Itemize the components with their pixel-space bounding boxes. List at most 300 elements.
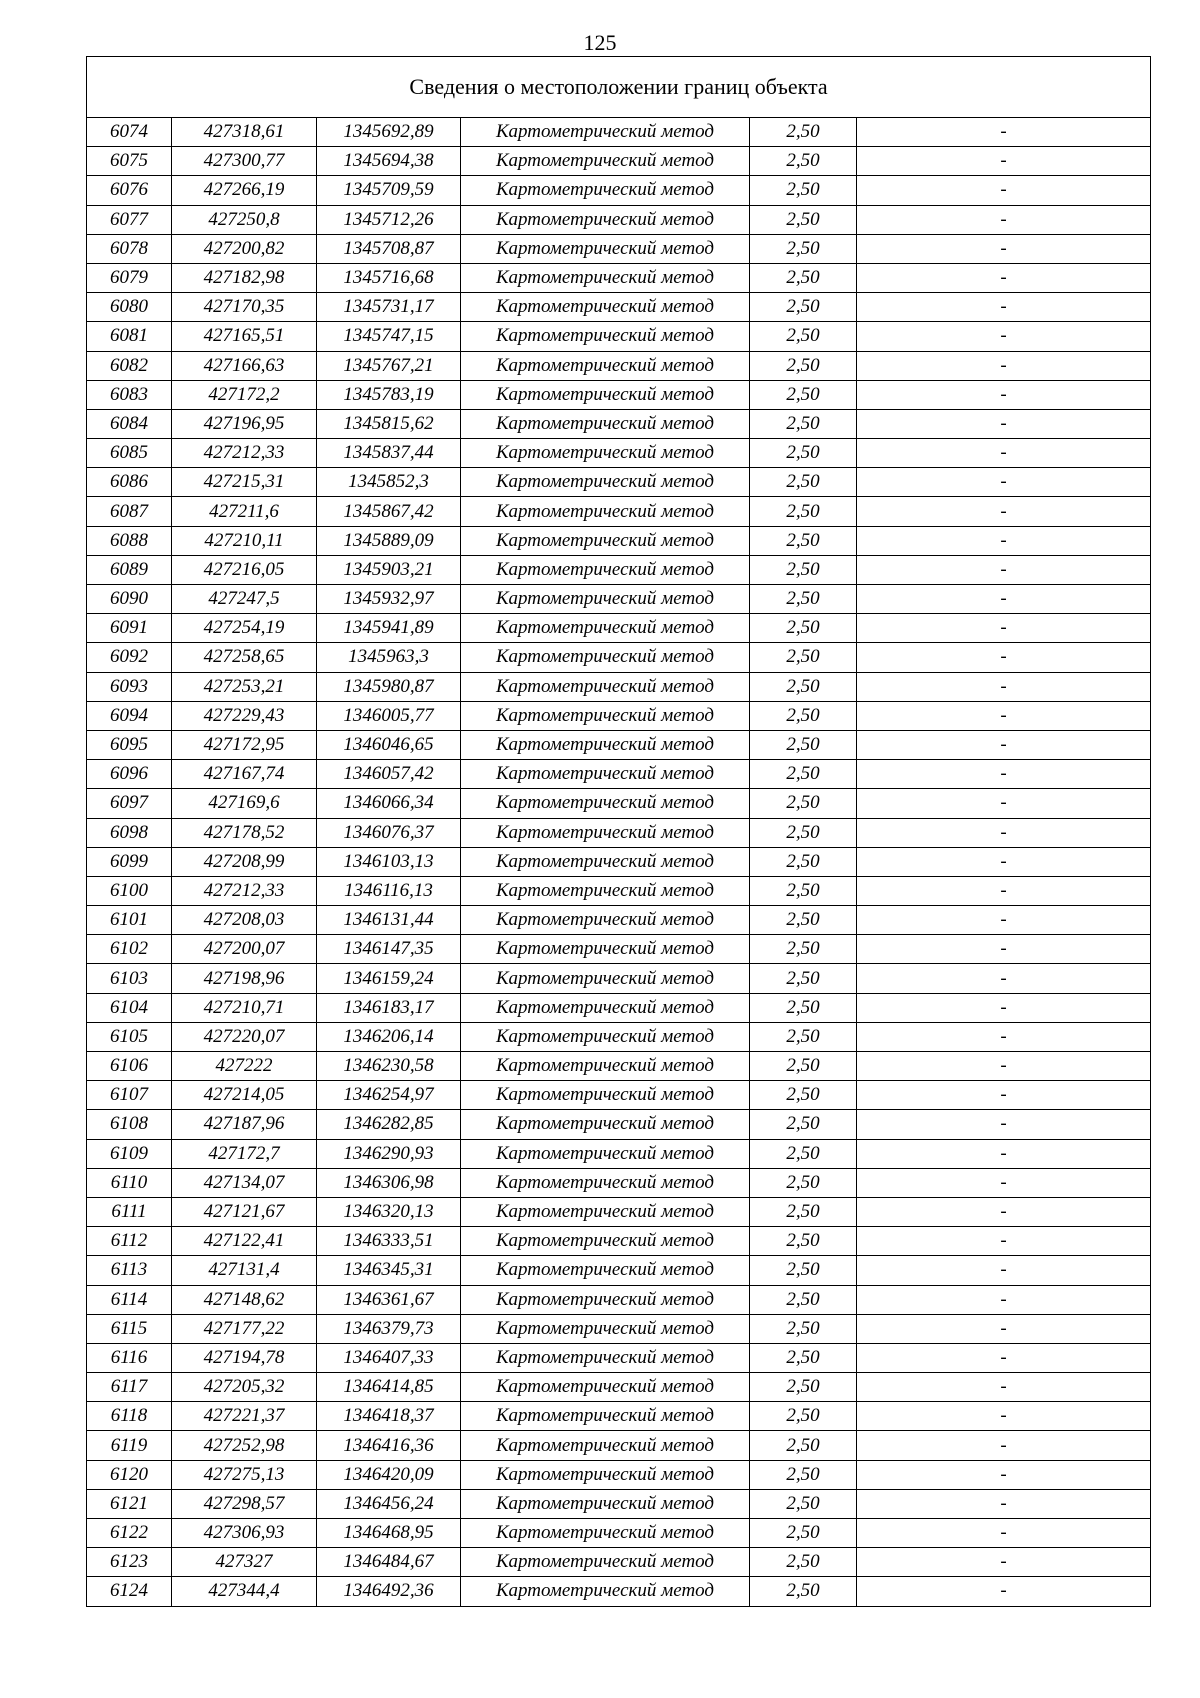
method-cell: Картометрический метод <box>461 409 750 438</box>
note-cell: - <box>857 205 1151 234</box>
note-cell: - <box>857 585 1151 614</box>
method-cell: Картометрический метод <box>461 1489 750 1518</box>
accuracy-cell: 2,50 <box>750 1227 857 1256</box>
coordinate-y-cell: 1346046,65 <box>317 730 461 759</box>
method-cell: Картометрический метод <box>461 1314 750 1343</box>
table-row <box>87 1022 1151 1051</box>
coordinate-y-cell: 1346183,17 <box>317 993 461 1022</box>
coordinate-x-cell: 427215,31 <box>172 468 317 497</box>
method-cell: Картометрический метод <box>461 1285 750 1314</box>
note-cell: - <box>857 789 1151 818</box>
accuracy-cell: 2,50 <box>750 701 857 730</box>
point-number-cell: 6112 <box>87 1227 172 1256</box>
accuracy-cell: 2,50 <box>750 1431 857 1460</box>
method-cell: Картометрический метод <box>461 526 750 555</box>
table-row <box>87 935 1151 964</box>
coordinate-x-cell: 427254,19 <box>172 614 317 643</box>
coordinate-x-cell: 427300,77 <box>172 147 317 176</box>
point-number-cell: 6074 <box>87 118 172 147</box>
coordinate-x-cell: 427327 <box>172 1548 317 1577</box>
accuracy-cell: 2,50 <box>750 1052 857 1081</box>
note-cell: - <box>857 1343 1151 1372</box>
accuracy-cell: 2,50 <box>750 234 857 263</box>
method-cell: Картометрический метод <box>461 1548 750 1577</box>
accuracy-cell: 2,50 <box>750 1168 857 1197</box>
note-cell: - <box>857 1139 1151 1168</box>
accuracy-cell: 2,50 <box>750 1314 857 1343</box>
method-cell: Картометрический метод <box>461 1110 750 1139</box>
method-cell: Картометрический метод <box>461 993 750 1022</box>
accuracy-cell: 2,50 <box>750 205 857 234</box>
table-row <box>87 293 1151 322</box>
point-number-cell: 6122 <box>87 1519 172 1548</box>
coordinate-y-cell: 1346484,67 <box>317 1548 461 1577</box>
point-number-cell: 6107 <box>87 1081 172 1110</box>
table-row <box>87 468 1151 497</box>
accuracy-cell: 2,50 <box>750 847 857 876</box>
table-row <box>87 409 1151 438</box>
accuracy-cell: 2,50 <box>750 293 857 322</box>
coordinate-y-cell: 1346420,09 <box>317 1460 461 1489</box>
method-cell: Картометрический метод <box>461 555 750 584</box>
point-number-cell: 6118 <box>87 1402 172 1431</box>
method-cell: Картометрический метод <box>461 1577 750 1606</box>
coordinate-y-cell: 1346416,36 <box>317 1431 461 1460</box>
coordinate-y-cell: 1346254,97 <box>317 1081 461 1110</box>
point-number-cell: 6093 <box>87 672 172 701</box>
point-number-cell: 6106 <box>87 1052 172 1081</box>
point-number-cell: 6092 <box>87 643 172 672</box>
table-row <box>87 585 1151 614</box>
coordinate-y-cell: 1345747,15 <box>317 322 461 351</box>
table-row <box>87 439 1151 468</box>
coordinate-x-cell: 427196,95 <box>172 409 317 438</box>
coordinate-y-cell: 1345815,62 <box>317 409 461 438</box>
point-number-cell: 6086 <box>87 468 172 497</box>
method-cell: Картометрический метод <box>461 293 750 322</box>
accuracy-cell: 2,50 <box>750 1139 857 1168</box>
method-cell: Картометрический метод <box>461 1052 750 1081</box>
method-cell: Картометрический метод <box>461 906 750 935</box>
table-title-row <box>87 57 1151 118</box>
method-cell: Картометрический метод <box>461 1168 750 1197</box>
point-number-cell: 6083 <box>87 380 172 409</box>
table-row <box>87 1168 1151 1197</box>
method-cell: Картометрический метод <box>461 1139 750 1168</box>
point-number-cell: 6119 <box>87 1431 172 1460</box>
method-cell: Картометрический метод <box>461 1256 750 1285</box>
note-cell: - <box>857 906 1151 935</box>
method-cell: Картометрический метод <box>461 643 750 672</box>
accuracy-cell: 2,50 <box>750 1548 857 1577</box>
accuracy-cell: 2,50 <box>750 876 857 905</box>
table-row <box>87 1519 1151 1548</box>
table-row <box>87 526 1151 555</box>
note-cell: - <box>857 1548 1151 1577</box>
coordinate-x-cell: 427205,32 <box>172 1373 317 1402</box>
accuracy-cell: 2,50 <box>750 906 857 935</box>
table-row <box>87 1227 1151 1256</box>
note-cell: - <box>857 263 1151 292</box>
coordinate-x-cell: 427178,52 <box>172 818 317 847</box>
method-cell: Картометрический метод <box>461 497 750 526</box>
boundary-coordinates-table <box>86 56 1151 1607</box>
coordinate-x-cell: 427247,5 <box>172 585 317 614</box>
point-number-cell: 6116 <box>87 1343 172 1372</box>
method-cell: Картометрический метод <box>461 1197 750 1226</box>
coordinate-x-cell: 427275,13 <box>172 1460 317 1489</box>
method-cell: Картометрический метод <box>461 1402 750 1431</box>
accuracy-cell: 2,50 <box>750 1022 857 1051</box>
coordinate-x-cell: 427208,03 <box>172 906 317 935</box>
coordinate-x-cell: 427306,93 <box>172 1519 317 1548</box>
method-cell: Картометрический метод <box>461 1460 750 1489</box>
note-cell: - <box>857 1285 1151 1314</box>
note-cell: - <box>857 1489 1151 1518</box>
coordinate-y-cell: 1345941,89 <box>317 614 461 643</box>
coordinate-y-cell: 1346159,24 <box>317 964 461 993</box>
method-cell: Картометрический метод <box>461 1431 750 1460</box>
point-number-cell: 6099 <box>87 847 172 876</box>
coordinate-x-cell: 427172,95 <box>172 730 317 759</box>
coordinate-x-cell: 427211,6 <box>172 497 317 526</box>
table-row <box>87 1052 1151 1081</box>
table-row <box>87 380 1151 409</box>
note-cell: - <box>857 614 1151 643</box>
note-cell: - <box>857 1256 1151 1285</box>
coordinate-x-cell: 427212,33 <box>172 876 317 905</box>
method-cell: Картометрический метод <box>461 701 750 730</box>
note-cell: - <box>857 876 1151 905</box>
note-cell: - <box>857 1314 1151 1343</box>
note-cell: - <box>857 176 1151 205</box>
note-cell: - <box>857 1197 1151 1226</box>
method-cell: Картометрический метод <box>461 263 750 292</box>
point-number-cell: 6087 <box>87 497 172 526</box>
coordinate-x-cell: 427166,63 <box>172 351 317 380</box>
coordinate-x-cell: 427266,19 <box>172 176 317 205</box>
coordinate-y-cell: 1345767,21 <box>317 351 461 380</box>
table-row <box>87 1197 1151 1226</box>
table-row <box>87 1548 1151 1577</box>
coordinate-y-cell: 1346131,44 <box>317 906 461 935</box>
point-number-cell: 6075 <box>87 147 172 176</box>
coordinate-y-cell: 1345837,44 <box>317 439 461 468</box>
coordinate-y-cell: 1346306,98 <box>317 1168 461 1197</box>
note-cell: - <box>857 964 1151 993</box>
note-cell: - <box>857 1431 1151 1460</box>
coordinate-y-cell: 1345980,87 <box>317 672 461 701</box>
point-number-cell: 6085 <box>87 439 172 468</box>
accuracy-cell: 2,50 <box>750 1256 857 1285</box>
coordinate-y-cell: 1345783,19 <box>317 380 461 409</box>
accuracy-cell: 2,50 <box>750 1197 857 1226</box>
accuracy-cell: 2,50 <box>750 380 857 409</box>
accuracy-cell: 2,50 <box>750 672 857 701</box>
coordinate-x-cell: 427258,65 <box>172 643 317 672</box>
coordinate-y-cell: 1345708,87 <box>317 234 461 263</box>
point-number-cell: 6097 <box>87 789 172 818</box>
note-cell: - <box>857 497 1151 526</box>
coordinate-x-cell: 427121,67 <box>172 1197 317 1226</box>
coordinate-y-cell: 1346206,14 <box>317 1022 461 1051</box>
coordinate-y-cell: 1346414,85 <box>317 1373 461 1402</box>
method-cell: Картометрический метод <box>461 234 750 263</box>
table-row <box>87 1577 1151 1606</box>
note-cell: - <box>857 701 1151 730</box>
note-cell: - <box>857 409 1151 438</box>
method-cell: Картометрический метод <box>461 380 750 409</box>
table-row <box>87 176 1151 205</box>
table-row <box>87 1373 1151 1402</box>
coordinate-y-cell: 1345694,38 <box>317 147 461 176</box>
coordinate-y-cell: 1345692,89 <box>317 118 461 147</box>
coordinate-y-cell: 1345889,09 <box>317 526 461 555</box>
method-cell: Картометрический метод <box>461 672 750 701</box>
point-number-cell: 6080 <box>87 293 172 322</box>
point-number-cell: 6078 <box>87 234 172 263</box>
accuracy-cell: 2,50 <box>750 1343 857 1372</box>
note-cell: - <box>857 1402 1151 1431</box>
coordinate-x-cell: 427221,37 <box>172 1402 317 1431</box>
method-cell: Картометрический метод <box>461 1373 750 1402</box>
note-cell: - <box>857 1168 1151 1197</box>
coordinate-y-cell: 1345712,26 <box>317 205 461 234</box>
accuracy-cell: 2,50 <box>750 585 857 614</box>
point-number-cell: 6111 <box>87 1197 172 1226</box>
table-row <box>87 263 1151 292</box>
table-row <box>87 1285 1151 1314</box>
point-number-cell: 6108 <box>87 1110 172 1139</box>
coordinate-x-cell: 427122,41 <box>172 1227 317 1256</box>
coordinate-x-cell: 427198,96 <box>172 964 317 993</box>
point-number-cell: 6090 <box>87 585 172 614</box>
method-cell: Картометрический метод <box>461 468 750 497</box>
point-number-cell: 6084 <box>87 409 172 438</box>
note-cell: - <box>857 847 1151 876</box>
table-row <box>87 234 1151 263</box>
table-row <box>87 147 1151 176</box>
coordinate-x-cell: 427210,71 <box>172 993 317 1022</box>
table-row <box>87 876 1151 905</box>
coordinate-y-cell: 1346379,73 <box>317 1314 461 1343</box>
method-cell: Картометрический метод <box>461 730 750 759</box>
point-number-cell: 6120 <box>87 1460 172 1489</box>
point-number-cell: 6079 <box>87 263 172 292</box>
table-row <box>87 730 1151 759</box>
point-number-cell: 6081 <box>87 322 172 351</box>
point-number-cell: 6101 <box>87 906 172 935</box>
point-number-cell: 6100 <box>87 876 172 905</box>
note-cell: - <box>857 1052 1151 1081</box>
accuracy-cell: 2,50 <box>750 1519 857 1548</box>
coordinate-y-cell: 1346361,67 <box>317 1285 461 1314</box>
coordinate-x-cell: 427187,96 <box>172 1110 317 1139</box>
note-cell: - <box>857 147 1151 176</box>
coordinate-x-cell: 427172,7 <box>172 1139 317 1168</box>
accuracy-cell: 2,50 <box>750 818 857 847</box>
table-row <box>87 1314 1151 1343</box>
note-cell: - <box>857 935 1151 964</box>
accuracy-cell: 2,50 <box>750 1577 857 1606</box>
method-cell: Картометрический метод <box>461 351 750 380</box>
point-number-cell: 6104 <box>87 993 172 1022</box>
note-cell: - <box>857 1110 1151 1139</box>
note-cell: - <box>857 439 1151 468</box>
point-number-cell: 6124 <box>87 1577 172 1606</box>
method-cell: Картометрический метод <box>461 847 750 876</box>
note-cell: - <box>857 1227 1151 1256</box>
accuracy-cell: 2,50 <box>750 1373 857 1402</box>
method-cell: Картометрический метод <box>461 1519 750 1548</box>
accuracy-cell: 2,50 <box>750 526 857 555</box>
method-cell: Картометрический метод <box>461 1227 750 1256</box>
note-cell: - <box>857 1577 1151 1606</box>
method-cell: Картометрический метод <box>461 176 750 205</box>
coordinate-x-cell: 427210,11 <box>172 526 317 555</box>
point-number-cell: 6098 <box>87 818 172 847</box>
accuracy-cell: 2,50 <box>750 730 857 759</box>
coordinate-x-cell: 427169,6 <box>172 789 317 818</box>
method-cell: Картометрический метод <box>461 585 750 614</box>
coordinate-y-cell: 1346116,13 <box>317 876 461 905</box>
point-number-cell: 6121 <box>87 1489 172 1518</box>
coordinate-x-cell: 427200,82 <box>172 234 317 263</box>
point-number-cell: 6110 <box>87 1168 172 1197</box>
table-row <box>87 701 1151 730</box>
point-number-cell: 6095 <box>87 730 172 759</box>
table-row <box>87 643 1151 672</box>
table-row <box>87 205 1151 234</box>
method-cell: Картометрический метод <box>461 1081 750 1110</box>
coordinate-y-cell: 1346320,13 <box>317 1197 461 1226</box>
coordinate-y-cell: 1346456,24 <box>317 1489 461 1518</box>
coordinate-y-cell: 1346005,77 <box>317 701 461 730</box>
method-cell: Картометрический метод <box>461 876 750 905</box>
accuracy-cell: 2,50 <box>750 1285 857 1314</box>
coordinate-y-cell: 1345852,3 <box>317 468 461 497</box>
method-cell: Картометрический метод <box>461 935 750 964</box>
note-cell: - <box>857 380 1151 409</box>
coordinate-x-cell: 427177,22 <box>172 1314 317 1343</box>
accuracy-cell: 2,50 <box>750 614 857 643</box>
note-cell: - <box>857 1081 1151 1110</box>
coordinate-y-cell: 1346103,13 <box>317 847 461 876</box>
table-row <box>87 1110 1151 1139</box>
coordinate-y-cell: 1346282,85 <box>317 1110 461 1139</box>
point-number-cell: 6114 <box>87 1285 172 1314</box>
accuracy-cell: 2,50 <box>750 1460 857 1489</box>
coordinate-x-cell: 427298,57 <box>172 1489 317 1518</box>
coordinate-y-cell: 1346076,37 <box>317 818 461 847</box>
page-number: 125 <box>583 30 617 55</box>
point-number-cell: 6094 <box>87 701 172 730</box>
coordinate-x-cell: 427220,07 <box>172 1022 317 1051</box>
coordinate-x-cell: 427172,2 <box>172 380 317 409</box>
coordinate-y-cell: 1346407,33 <box>317 1343 461 1372</box>
note-cell: - <box>857 526 1151 555</box>
table-row <box>87 672 1151 701</box>
note-cell: - <box>857 118 1151 147</box>
coordinate-y-cell: 1345963,3 <box>317 643 461 672</box>
coordinate-x-cell: 427214,05 <box>172 1081 317 1110</box>
accuracy-cell: 2,50 <box>750 643 857 672</box>
note-cell: - <box>857 293 1151 322</box>
table-row <box>87 906 1151 935</box>
coordinate-x-cell: 427252,98 <box>172 1431 317 1460</box>
note-cell: - <box>857 322 1151 351</box>
accuracy-cell: 2,50 <box>750 964 857 993</box>
accuracy-cell: 2,50 <box>750 176 857 205</box>
method-cell: Картометрический метод <box>461 760 750 789</box>
method-cell: Картометрический метод <box>461 789 750 818</box>
table-row <box>87 789 1151 818</box>
method-cell: Картометрический метод <box>461 964 750 993</box>
accuracy-cell: 2,50 <box>750 1402 857 1431</box>
coordinate-y-cell: 1346230,58 <box>317 1052 461 1081</box>
method-cell: Картометрический метод <box>461 147 750 176</box>
accuracy-cell: 2,50 <box>750 263 857 292</box>
point-number-cell: 6082 <box>87 351 172 380</box>
coordinate-y-cell: 1346468,95 <box>317 1519 461 1548</box>
table-row <box>87 322 1151 351</box>
coordinate-y-cell: 1345867,42 <box>317 497 461 526</box>
note-cell: - <box>857 993 1151 1022</box>
note-cell: - <box>857 1460 1151 1489</box>
coordinate-y-cell: 1345932,97 <box>317 585 461 614</box>
table-row <box>87 760 1151 789</box>
point-number-cell: 6076 <box>87 176 172 205</box>
table-row <box>87 847 1151 876</box>
accuracy-cell: 2,50 <box>750 1489 857 1518</box>
table-row <box>87 1489 1151 1518</box>
coordinate-y-cell: 1346333,51 <box>317 1227 461 1256</box>
point-number-cell: 6077 <box>87 205 172 234</box>
accuracy-cell: 2,50 <box>750 760 857 789</box>
point-number-cell: 6123 <box>87 1548 172 1577</box>
accuracy-cell: 2,50 <box>750 351 857 380</box>
note-cell: - <box>857 818 1151 847</box>
table-row <box>87 1256 1151 1285</box>
coordinate-y-cell: 1346345,31 <box>317 1256 461 1285</box>
table-row <box>87 118 1151 147</box>
accuracy-cell: 2,50 <box>750 1110 857 1139</box>
accuracy-cell: 2,50 <box>750 147 857 176</box>
coordinate-x-cell: 427148,62 <box>172 1285 317 1314</box>
coordinate-y-cell: 1346057,42 <box>317 760 461 789</box>
coordinate-x-cell: 427222 <box>172 1052 317 1081</box>
point-number-cell: 6117 <box>87 1373 172 1402</box>
note-cell: - <box>857 730 1151 759</box>
point-number-cell: 6103 <box>87 964 172 993</box>
coordinate-x-cell: 427165,51 <box>172 322 317 351</box>
accuracy-cell: 2,50 <box>750 468 857 497</box>
accuracy-cell: 2,50 <box>750 935 857 964</box>
coordinate-x-cell: 427318,61 <box>172 118 317 147</box>
point-number-cell: 6091 <box>87 614 172 643</box>
table-row <box>87 1431 1151 1460</box>
point-number-cell: 6102 <box>87 935 172 964</box>
table-row <box>87 818 1151 847</box>
note-cell: - <box>857 672 1151 701</box>
coordinate-x-cell: 427229,43 <box>172 701 317 730</box>
coordinate-y-cell: 1346492,36 <box>317 1577 461 1606</box>
table-row <box>87 497 1151 526</box>
coordinate-x-cell: 427182,98 <box>172 263 317 292</box>
note-cell: - <box>857 1022 1151 1051</box>
table-row <box>87 614 1151 643</box>
point-number-cell: 6096 <box>87 760 172 789</box>
